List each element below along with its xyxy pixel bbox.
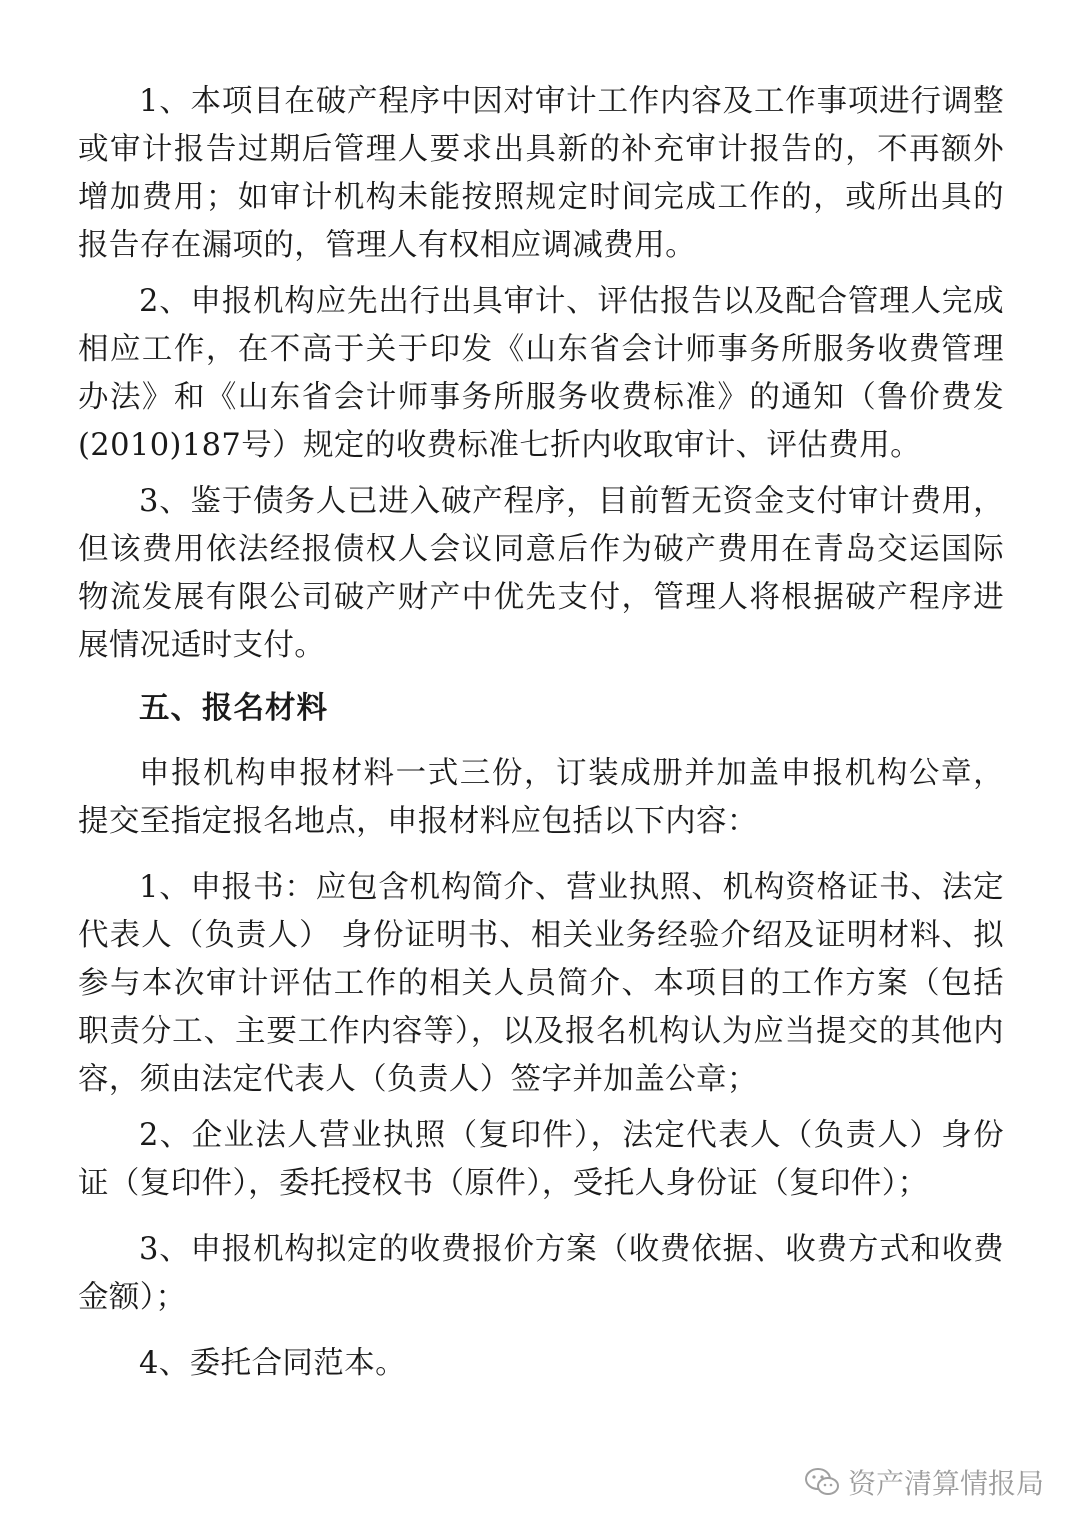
paragraph-fee-payment: 3、鉴于债务人已进入破产程序，目前暂无资金支付审计费用，但该费用依法经报债权人会议同意后作为破产费用在青岛交运国际物流发展有限公司破产财产中优先支付，管理人将根据破产程序进展情况适时支付。 bbox=[78, 484, 1004, 663]
paragraph-materials-intro: 申报机构申报材料一式三份，订装成册并加盖申报机构公章，提交至指定报名地点，申报材料应包括以下内容： bbox=[78, 756, 1004, 839]
paragraph-fee-adjustment: 1、本项目在破产程序中因对审计工作内容及工作事项进行调整或审计报告过期后管理人要求出具新的补充审计报告的，不再额外增加费用；如审计机构未能按照规定时间完成工作的，或所出具的报告存在漏项的，管理人有权相应调减费用。 bbox=[78, 84, 1004, 263]
paragraph-fee-standard: 2、申报机构应先出行出具审计、评估报告以及配合管理人完成相应工作，在不高于关于印发《山东省会计师事务所服务收费管理办法》和《山东省会计师事务所服务收费标准》的通知（鲁价费发(2010)187号）规定的收费标准七折内收取审计、评估费用。 bbox=[78, 284, 1004, 463]
paragraph-fee-quotation: 3、申报机构拟定的收费报价方案（收费依据、收费方式和收费金额）； bbox=[78, 1232, 1004, 1315]
section-heading-registration-materials: 五、报名材料 bbox=[139, 690, 328, 726]
paragraph-application-form: 1、申报书：应包含机构简介、营业执照、机构资格证书、法定代表人（负责人） 身份证明书、相关业务经验介绍及证明材料、拟参与本次审计评估工作的相关人员简介、本项目的工作方案（包括职责分工、主要工作内容等），以及报名机构认为应当提交的其他内容，须由法定代表人（负责人）签字并加盖公章； bbox=[78, 870, 1004, 1097]
watermark-text: 资产清算情报局 bbox=[847, 1467, 1044, 1500]
paragraph-license-copies: 2、企业法人营业执照（复印件），法定代表人（负责人）身份证（复印件），委托授权书（原件），受托人身份证（复印件）； bbox=[78, 1118, 1004, 1201]
paragraph-contract-template: 4、委托合同范本。 bbox=[139, 1346, 407, 1381]
wechat-icon bbox=[804, 1467, 840, 1497]
watermark bbox=[804, 1462, 1044, 1502]
